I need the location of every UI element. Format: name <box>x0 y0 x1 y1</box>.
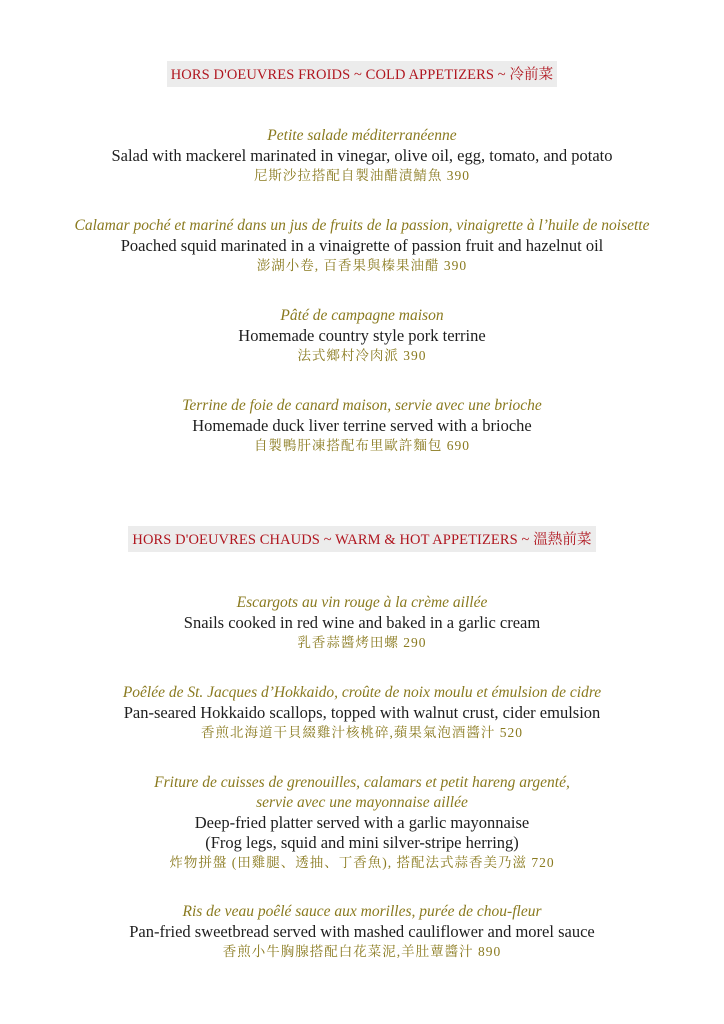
hot-appetizers-header <box>0 526 724 552</box>
dish-english-description: Poached squid marinated in a vinaigrette of passion fruit and hazelnut oil <box>120 236 604 255</box>
dish-chinese-name-price: 香煎小牛胸腺搭配白花菜泥,羊肚蕈醬汁 890 <box>222 944 502 959</box>
dish-english-description: Homemade country style pork terrine <box>238 326 486 345</box>
menu-item <box>0 593 724 653</box>
dish-chinese-name-price: 尼斯沙拉搭配自製油醋漬鯖魚 390 <box>253 168 471 183</box>
dish-chinese-name-price: 乳香蒜醬烤田螺 290 <box>297 635 427 650</box>
dish-french-name: Petite salade méditerranéenne <box>267 127 457 144</box>
dish-english-description: Pan-fried sweetbread served with mashed cauliflower and morel sauce <box>129 922 595 941</box>
dish-english-description: Deep-fried platter served with a garlic mayonnaise <box>194 813 530 832</box>
dish-english-description: Homemade duck liver terrine served with a brioche <box>192 416 532 435</box>
dish-english-description: Salad with mackerel marinated in vinegar, olive oil, egg, tomato, and potato <box>111 146 613 165</box>
hot-appetizers-title: HORS D'OEUVRES CHAUDS ~ WARM & HOT APPETIZERS ~ 溫熱前菜 <box>128 526 595 552</box>
dish-french-name: Calamar poché et mariné dans un jus de fruits de la passion, vinaigrette à l’huile de noisette <box>74 217 650 234</box>
menu-item <box>0 396 724 456</box>
dish-french-name-continued: servie avec une mayonnaise aillée <box>256 794 468 811</box>
dish-english-description: Pan-seared Hokkaido scallops, topped with walnut crust, cider emulsion <box>123 703 601 722</box>
dish-chinese-name-price: 炸物拼盤 (田雞腿、透抽、丁香魚), 搭配法式蒜香美乃滋 720 <box>169 855 555 870</box>
dish-english-description: Snails cooked in red wine and baked in a garlic cream <box>183 613 541 632</box>
dish-french-name: Pâté de campagne maison <box>280 307 444 324</box>
menu-item <box>0 306 724 366</box>
dish-chinese-name-price: 澎湖小卷, 百香果與榛果油醋 390 <box>256 258 468 273</box>
dish-french-name: Friture de cuisses de grenouilles, calamars et petit hareng argenté, <box>154 774 570 791</box>
dish-english-description-continued: (Frog legs, squid and mini silver-stripe herring) <box>205 833 519 852</box>
dish-french-name: Escargots au vin rouge à la crème aillée <box>236 594 488 611</box>
menu-item <box>0 126 724 186</box>
dish-chinese-name-price: 法式鄉村冷肉派 390 <box>297 348 427 363</box>
menu-item <box>0 773 724 873</box>
menu-item <box>0 902 724 962</box>
dish-chinese-name-price: 香煎北海道干貝綴雞汁核桃碎,蘋果氣泡酒醬汁 520 <box>201 725 523 740</box>
dish-french-name: Ris de veau poêlé sauce aux morilles, purée de chou-fleur <box>182 903 542 920</box>
menu-item <box>0 216 724 276</box>
cold-appetizers-header <box>0 61 724 87</box>
dish-french-name: Terrine de foie de canard maison, servie avec une brioche <box>182 397 542 414</box>
dish-french-name: Poêlée de St. Jacques d’Hokkaido, croûte de noix moulu et émulsion de cidre <box>122 684 602 701</box>
menu-item <box>0 683 724 743</box>
dish-chinese-name-price: 自製鴨肝凍搭配布里歐許麵包 690 <box>253 438 471 453</box>
cold-appetizers-title: HORS D'OEUVRES FROIDS ~ COLD APPETIZERS ~ 冷前菜 <box>167 61 558 87</box>
